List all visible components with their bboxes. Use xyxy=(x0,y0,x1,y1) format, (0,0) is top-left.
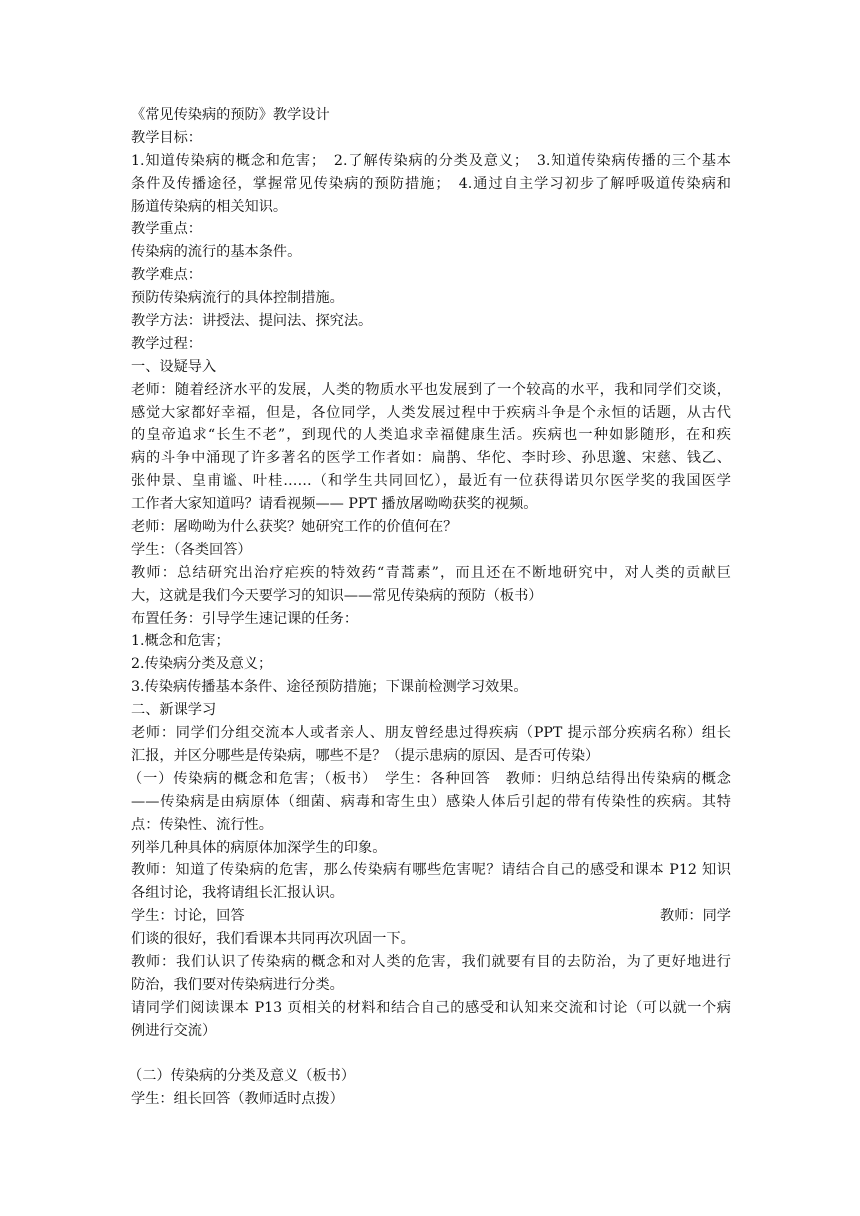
teacher-summary-line-2: 大，这就是我们今天要学习的知识——常见传染病的预防（板书） xyxy=(131,587,543,604)
example-line: 列举几种具体的病原体加深学生的印象。 xyxy=(131,839,387,856)
objectives-line-2: 条件及传播途径，掌握常见传染病的预防措施； 4.通过自主学习初步了解呼吸道传染病和 xyxy=(131,175,731,192)
section-2-intro-line-1: 老师：同学们分组交流本人或者亲人、朋友曾经患过得疾病（PPT 提示部分疾病名称）组长 xyxy=(131,725,731,742)
section-1-line-6: 工作者大家知道吗？请看视频—— PPT 播放屠呦呦获奖的视频。 xyxy=(131,496,538,513)
section-1-line-5: 张仲景、皇甫谧、叶桂……（和学生共同回忆），最近有一位获得诺贝尔医学奖的我国医学 xyxy=(131,473,731,490)
task-item-3: 3.传染病传播基本条件、途径预防措施；下课前检测学习效果。 xyxy=(131,679,528,696)
document-title: 《常见传染病的预防》教学设计 xyxy=(131,107,330,123)
section-1-line-2: 感觉大家都好幸福，但是，各位同学，人类发展过程中于疾病斗争是个永恒的话题，从古代 xyxy=(131,404,731,421)
key-points-text: 传染病的流行的基本条件。 xyxy=(131,244,302,261)
section-2-heading: 二、新课学习 xyxy=(131,702,217,719)
teacher-summary-line-1: 教师：总结研究出治疗疟疾的特效药“青蒿素”，而且还在不断地研究中，对人类的贡献巨 xyxy=(131,564,731,581)
blank-line xyxy=(131,1043,731,1066)
classify-line-4: 例进行交流） xyxy=(131,1022,217,1039)
student-answer: 学生：（各类回答） xyxy=(131,541,252,558)
classify-line-2: 防治，我们要对传染病进行分类。 xyxy=(131,976,344,993)
part-2-heading: （二）传染病的分类及意义（板书） xyxy=(128,1068,356,1085)
part-2-answer: 学生：组长回答（教师适时点拨） xyxy=(131,1091,344,1108)
section-1-line-1: 老师：随着经济水平的发展，人类的物质水平也发展到了一个较高的水平，我和同学们交谈， xyxy=(131,381,731,398)
task-heading: 布置任务：引导学生速记课的任务： xyxy=(131,610,359,627)
document-page xyxy=(128,104,731,1111)
harm-line-2: 各组讨论，我将请组长汇报认识。 xyxy=(131,885,344,902)
discussion-line xyxy=(131,905,731,928)
discussion-teacher: 教师：同学 xyxy=(660,908,731,925)
discussion-student: 学生：讨论，回答 xyxy=(131,908,245,925)
part-1-line-3: 点：传染性、流行性。 xyxy=(131,816,273,833)
harm-line-1: 教师：知道了传染病的危害，那么传染病有哪些危害呢？请结合自己的感受和课本 P12 知识 xyxy=(131,862,731,879)
part-1-line-1: （一）传染病的概念和危害；（板书） 学生：各种回答 教师：归纳总结得出传染病的概念 xyxy=(128,770,731,787)
methods-text: 教学方法：讲授法、提问法、探究法。 xyxy=(131,313,373,330)
objectives-line-3: 肠道传染病的相关知识。 xyxy=(131,198,288,215)
key-points-heading: 教学重点： xyxy=(131,221,202,238)
process-heading: 教学过程： xyxy=(131,335,202,352)
task-item-1: 1.概念和危害； xyxy=(131,633,230,650)
section-1-line-4: 病的斗争中涌现了许多著名的医学工作者如：扁鹊、华佗、李时珍、孙思邈、宋慈、钱乙、 xyxy=(131,450,731,467)
classify-line-3: 请同学们阅读课本 P13 页相关的材料和结合自己的感受和认知来交流和讨论（可以就一个病 xyxy=(131,999,731,1016)
discussion-continued: 们谈的很好，我们看课本共同再次巩固一下。 xyxy=(131,931,415,948)
task-item-2: 2.传染病分类及意义； xyxy=(131,656,273,673)
difficulty-text: 预防传染病流行的具体控制措施。 xyxy=(131,290,344,307)
difficulty-heading: 教学难点： xyxy=(131,267,202,284)
section-1-line-3: 的皇帝追求“长生不老”，到现代的人类追求幸福健康生活。疾病也一种如影随形，在和疾 xyxy=(131,427,731,444)
teacher-question: 老师：屠呦呦为什么获奖？她研究工作的价值何在？ xyxy=(131,519,458,536)
section-1-heading: 一、设疑导入 xyxy=(131,358,217,375)
objectives-line-1: 1.知道传染病的概念和危害； 2.了解传染病的分类及意义； 3.知道传染病传播的三个基本 xyxy=(131,152,731,169)
section-2-intro-line-2: 汇报，并区分哪些是传染病，哪些不是？（提示患病的原因、是否可传染） xyxy=(131,747,600,764)
classify-line-1: 教师：我们认识了传染病的概念和对人类的危害，我们就要有目的去防治，为了更好地进行 xyxy=(131,953,731,970)
objectives-heading: 教学目标： xyxy=(131,129,202,146)
part-1-line-2: ——传染病是由病原体（细菌、病毒和寄生虫）感染人体后引起的带有传染性的疾病。其特 xyxy=(131,793,731,810)
